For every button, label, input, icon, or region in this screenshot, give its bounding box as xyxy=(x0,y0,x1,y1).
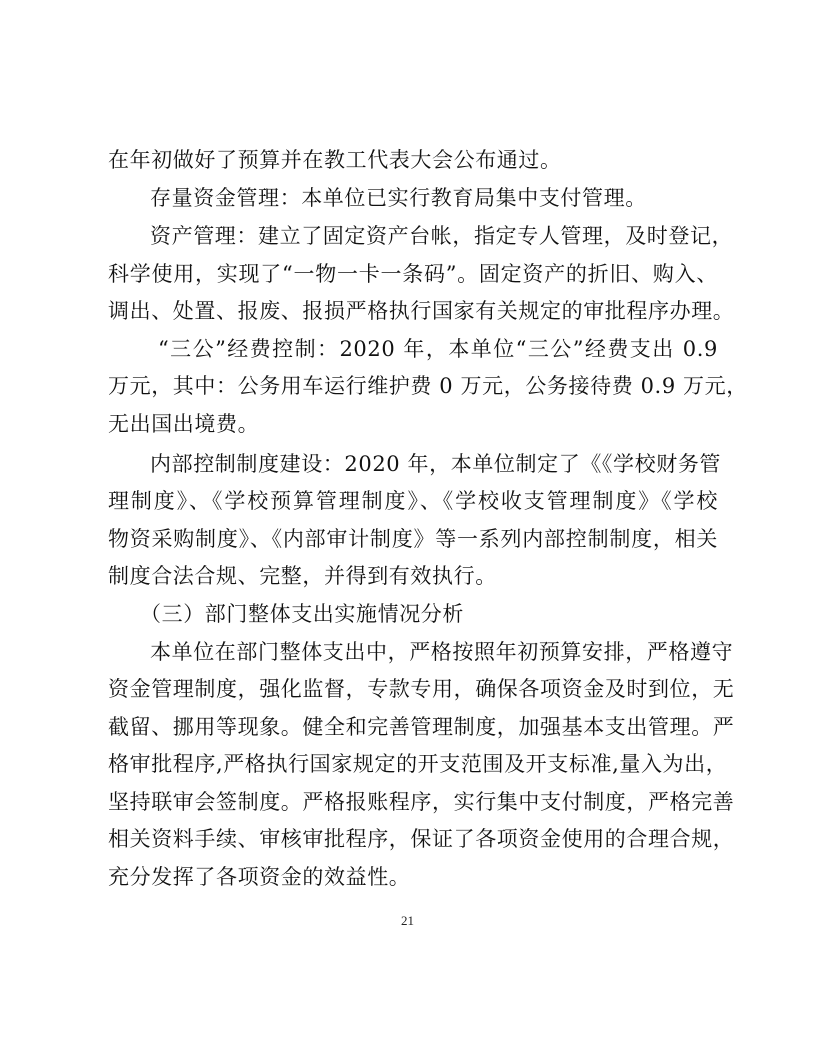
text-line: 本单位在部门整体支出中，严格按照年初预算安排，严格遵守 xyxy=(150,640,734,664)
section-heading: （三）部门整体支出实施情况分析 xyxy=(140,602,464,626)
text-line: 万元，其中：公务用车运行维护费 0 万元，公务接待费 0.9 万元， xyxy=(108,374,748,398)
text-line: 内部控制制度建设：2020 年，本单位制定了《《学校财务管 xyxy=(150,452,722,476)
text-line: 格审批程序,严格执行国家规定的开支范围及开支标准,量入为出， xyxy=(108,752,728,776)
text-line: 存量资金管理：本单位已实行教育局集中支付管理。 xyxy=(150,186,647,210)
text-line: 资金管理制度，强化监督，专款专用，确保各项资金及时到位，无 xyxy=(108,677,735,701)
text-line: 理制度》、《学校预算管理制度》、《学校收支管理制度》《学校 xyxy=(108,489,718,513)
text-line: 科学使用，实现了“一物一卡一条码”。固定资产的折旧、购入、 xyxy=(108,262,718,286)
page-number: 21 xyxy=(401,913,414,928)
text-line: 截留、挪用等现象。健全和完善管理制度，加强基本支出管理。严 xyxy=(108,715,735,739)
text-line: 在年初做好了预算并在教工代表大会公布通过。 xyxy=(108,148,562,172)
text-line: “三公”经费控制：2020 年，本单位“三公”经费支出 0.9 xyxy=(158,337,718,361)
text-line: 充分发挥了各项资金的效益性。 xyxy=(108,865,411,889)
text-line: 资产管理：建立了固定资产台帐，指定专人管理，及时登记， xyxy=(150,224,734,248)
text-line: 相关资料手续、审核审批程序，保证了各项资金使用的合理合规， xyxy=(108,827,735,851)
text-line: 物资采购制度》、《内部审计制度》等一系列内部控制制度，相关 xyxy=(108,527,718,551)
text-line: 调出、处置、报废、报损严格执行国家有关规定的审批程序办理。 xyxy=(108,299,735,323)
text-line: 坚持联审会签制度。严格报账程序，实行集中支付制度，严格完善 xyxy=(108,790,735,814)
text-line: 无出国出境费。 xyxy=(108,412,260,436)
text-line: 制度合法合规、完整，并得到有效执行。 xyxy=(108,564,497,588)
